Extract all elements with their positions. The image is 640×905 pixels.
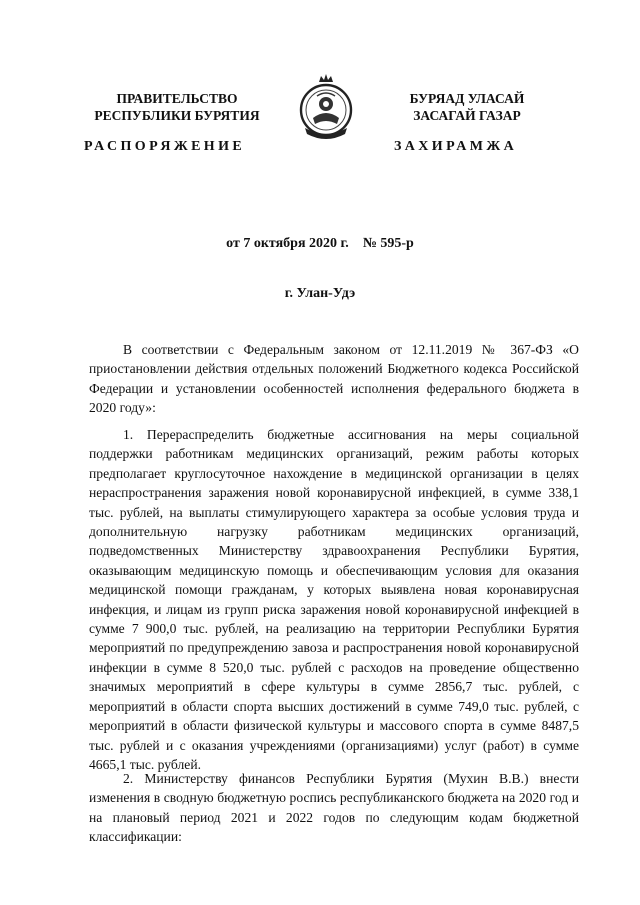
paragraph-intro	[89, 340, 579, 418]
header-right-line2: ЗАСАГАЙ ГАЗАР	[413, 108, 521, 123]
paragraph-item-1	[89, 425, 579, 774]
item-2-text: 2. Министерству финансов Республики Бурятия (Мухин В.В.) внести изменения в сводную бюджетную роспись республиканского бюджета на 2020 год и на плановый период 2021 и 2022 годов по следующим кодам бюджетной классификации:	[89, 771, 579, 845]
order-title-bur: ЗАХИРАМЖА	[394, 139, 518, 154]
header-left-line2: РЕСПУБЛИКИ БУРЯТИЯ	[94, 108, 260, 123]
coat-of-arms-icon	[297, 72, 355, 144]
document-number: № 595-р	[362, 236, 414, 251]
intro-text: В соответствии с Федеральным законом от 12.11.2019 № 367-ФЗ «О приостановлении действия отдельных положений Бюджетного кодекса Российской Федерации и установлении особенностей исполнения федерального бюджета в 2020 году»:	[89, 342, 579, 416]
item-1-text: 1. Перераспределить бюджетные ассигнования на меры социальной поддержки работникам медицинских организаций, режим работы которых предполагает круглосуточное нахождение в медицинской организации в целях нераспространения заражения новой коронавирусной инфекцией, в сумме 338,1 тыс. рублей, на выплаты стимулирующего характера за особые условия труда и дополнительную нагрузку работникам медицинских организаций, подведомственных Министерству здравоохранения Республики Бурятия, оказывающим медицинскую помощь и обеспечивающим условия для оказания медицинской помощи гражданам, у которых выявлена новая коронавирусная инфекция, и лицам из групп риска заражения новой коронавирусной инфекцией в сумме 7 900,0 тыс. рублей, на реализацию на территории Республики Бурятия мероприятий по предупреждению завоза и распространения новой коронавирусной инфекции в сумме 8 520,0 тыс. рублей с расходов на проведение общественно значимых мероприятий в сфере культуры в сумме 2856,7 тыс. рублей, с мероприятий в области спорта высших достижений в сумме 749,0 тыс. рублей, с мероприятий в области физической культуры и массового спорта в сумме 8487,5 тыс. рублей и с оказания учреждениями (организациями) услуг (работ) в сумме 4665,1 тыс. рублей.	[89, 427, 579, 772]
header-right-line1: БУРЯАД УЛАСАЙ	[409, 91, 525, 106]
paragraph-item-2	[89, 769, 579, 847]
document-date: от 7 октября 2020 г.	[226, 236, 349, 251]
header-left-block	[82, 90, 272, 124]
order-title-ru: РАСПОРЯЖЕНИЕ	[84, 139, 246, 154]
header-right-block	[372, 90, 562, 124]
document-date-line	[0, 236, 640, 252]
document-city: г. Улан-Удэ	[284, 286, 356, 301]
header-left-line1: ПРАВИТЕЛЬСТВО	[116, 91, 238, 106]
